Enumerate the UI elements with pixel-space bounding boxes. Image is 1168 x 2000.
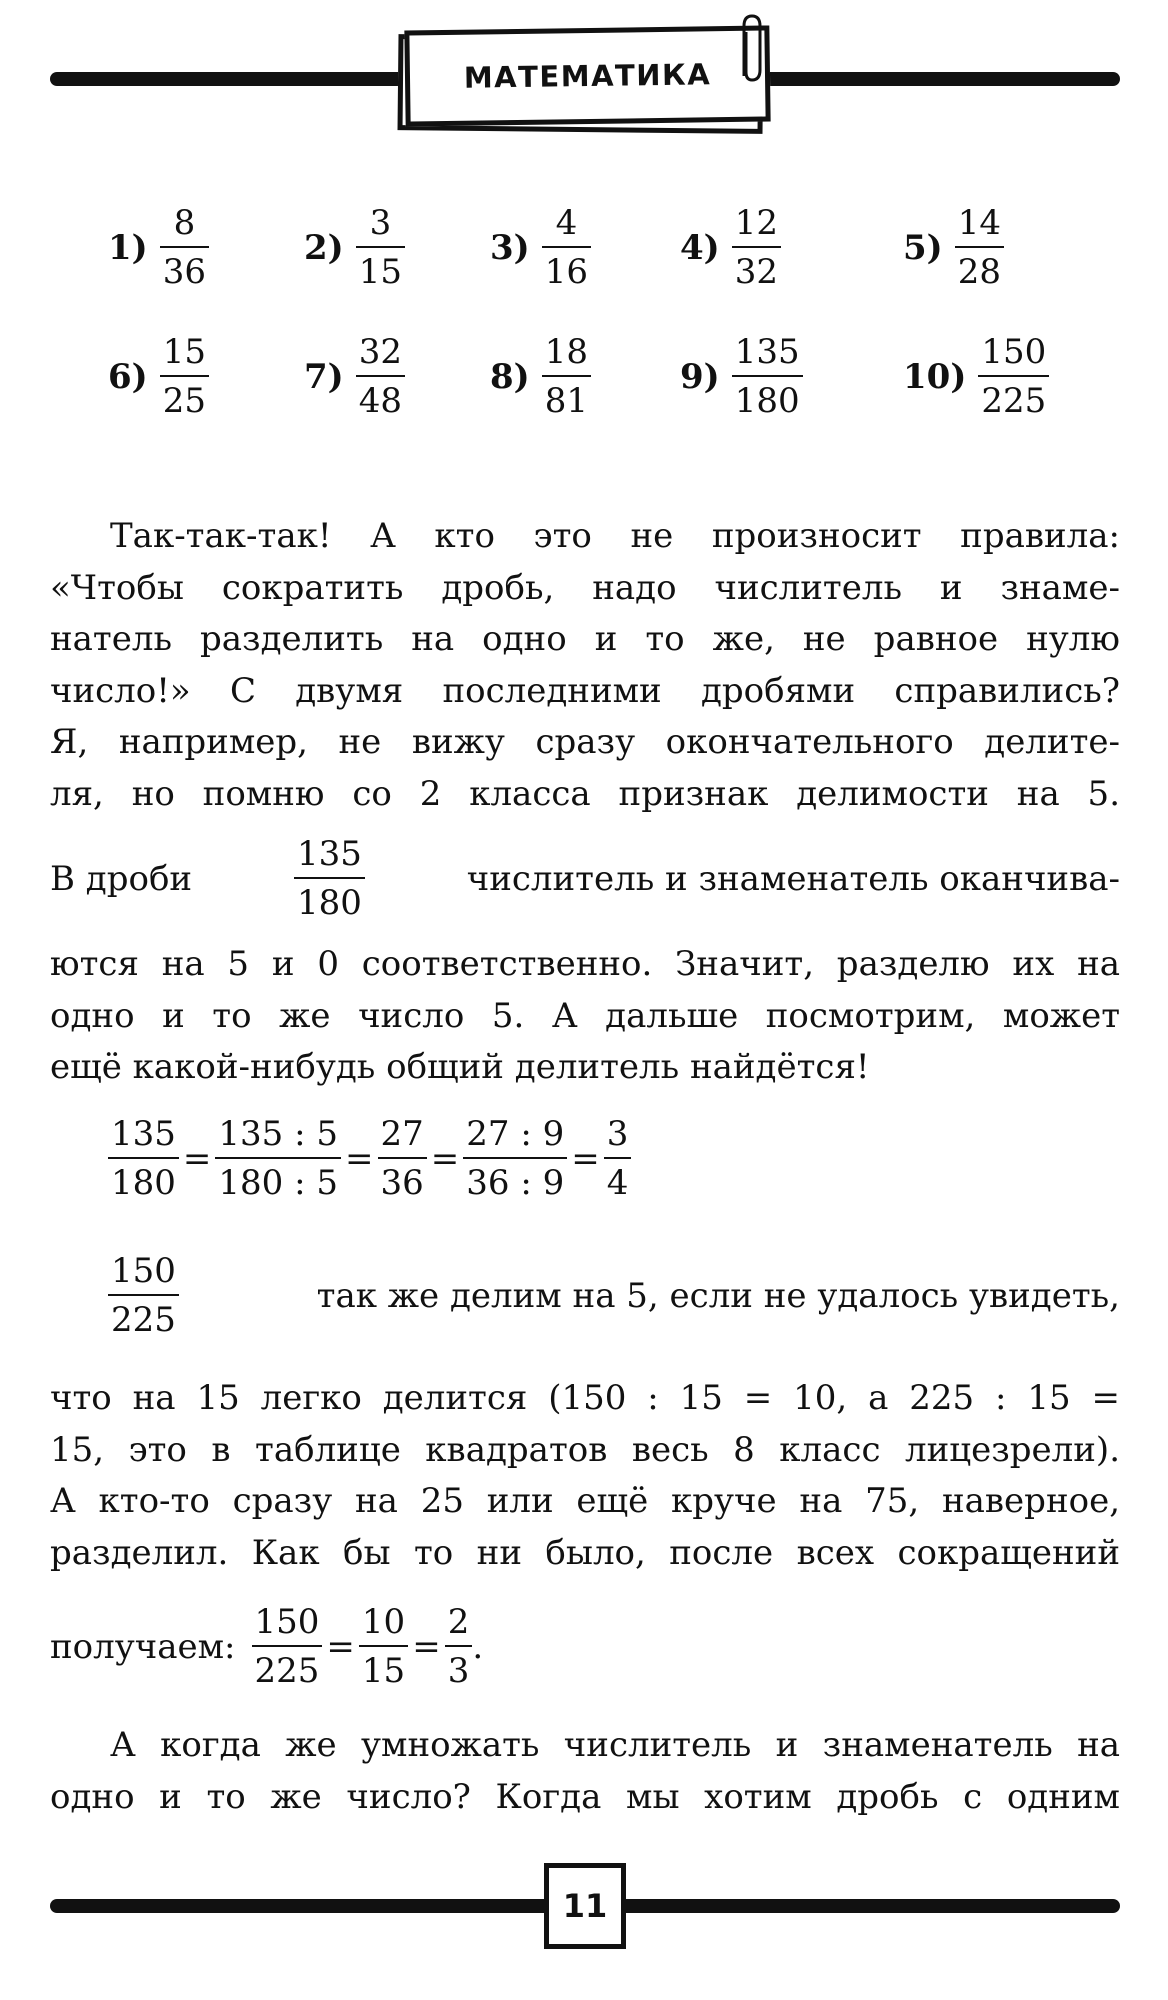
- exercise-2: 2) $\frac{3}{15}$: [304, 204, 405, 292]
- text-line: 15, это в таблице квадратов весь 8 класс лицезрели).: [50, 1429, 1120, 1470]
- paragraph-2: [50, 939, 1120, 1094]
- exercise-10: 10) $\frac{150}{225}$: [903, 333, 1049, 421]
- text-line: ля, но помню со 2 класса признак делимости на 5.: [50, 773, 1120, 814]
- text-line: что на 15 легко делится (150 : 15 = 10, а 225 : 15 =: [50, 1378, 1120, 1418]
- fraction: $\frac{27}{36}$: [378, 1115, 427, 1203]
- reduction-chain-2: получаем: $\frac{150}{225}$ = $\frac{10}{15}$ = $\frac{2}{3}$ .: [50, 1602, 484, 1692]
- reduction-chain-1: $\frac{135}{180}$ = $\frac{135 : 5}{180 : 5}$ = $\frac{27}{36}$ = $\frac{27 : 9}{36 : 9}$ = $\frac{3}{4}$: [108, 1115, 631, 1203]
- paragraph-4: [50, 1720, 1120, 1823]
- text-line: число!» С двумя последними дробями справились?: [50, 670, 1120, 711]
- text-line: так же делим на 5, если не удалось увидеть,: [316, 1276, 1120, 1317]
- exercise-8: 8) $\frac{18}{81}$: [490, 333, 591, 421]
- exercise-7: 7) $\frac{32}{48}$: [304, 333, 405, 421]
- fraction: $\frac{3}{4}$: [604, 1115, 632, 1203]
- paragraph-1: [50, 511, 1120, 820]
- text-line: А кто-то сразу на 25 или ещё круче на 75, наверное,: [50, 1481, 1120, 1521]
- exercise-1: 1) $\frac{8}{36}$: [108, 204, 209, 292]
- exercise-4: 4) $\frac{12}{32}$: [680, 204, 781, 292]
- paperclip-icon: [730, 12, 774, 86]
- fraction: $\frac{135 : 5}{180 : 5}$: [215, 1115, 341, 1203]
- text-line: одно и то же число 5. А дальше посмотрим, может: [50, 995, 1120, 1036]
- fraction: $\frac{27 : 9}{36 : 9}$: [463, 1115, 567, 1203]
- paragraph-3: [50, 1373, 1120, 1579]
- exercise-5: 5) $\frac{14}{28}$: [903, 204, 1004, 292]
- paragraph-3-intro: [108, 1252, 1120, 1340]
- fraction: $\frac{135}{180}$: [108, 1115, 179, 1203]
- page-number: 11: [544, 1863, 626, 1949]
- exercise-9: 9) $\frac{135}{180}$: [680, 333, 803, 421]
- text-line: А когда же умножать числитель и знаменатель на: [110, 1725, 1120, 1765]
- paragraph-2-intro: [50, 835, 1120, 923]
- exercise-3: 3) $\frac{4}{16}$: [490, 204, 591, 292]
- text-line: «Чтобы сократить дробь, надо числитель и знаме-: [50, 567, 1120, 608]
- exercise-6: 6) $\frac{15}{25}$: [108, 333, 209, 421]
- header-title: МАТЕМАТИКА: [404, 25, 770, 126]
- text-line: ются на 5 и 0 соответственно. Значит, разделю их на: [50, 944, 1120, 984]
- text-line: В дроби: [50, 859, 193, 900]
- fraction: $\frac{150}{225}$: [252, 1603, 323, 1691]
- text-line: числитель и знаменатель оканчива-: [466, 859, 1120, 900]
- text-line: разделил. Как бы то ни было, после всех сокращений: [50, 1532, 1120, 1573]
- text-line: натель разделить на одно и то же, не равное нулю: [50, 619, 1120, 659]
- text-line: Так-так-так! А кто это не произносит правила:: [110, 516, 1120, 556]
- text-line: одно и то же число? Когда мы хотим дробь с одним: [50, 1776, 1120, 1817]
- fraction: $\frac{150}{225}$: [108, 1252, 179, 1340]
- text-line: Я, например, не вижу сразу окончательного делите-: [50, 722, 1120, 762]
- fraction: $\frac{10}{15}$: [359, 1603, 408, 1691]
- fraction: $\frac{2}{3}$: [445, 1603, 473, 1691]
- text-line: ещё какой-нибудь общий делитель найдётся!: [50, 1047, 870, 1087]
- fraction: $\frac{135}{180}$: [294, 835, 365, 923]
